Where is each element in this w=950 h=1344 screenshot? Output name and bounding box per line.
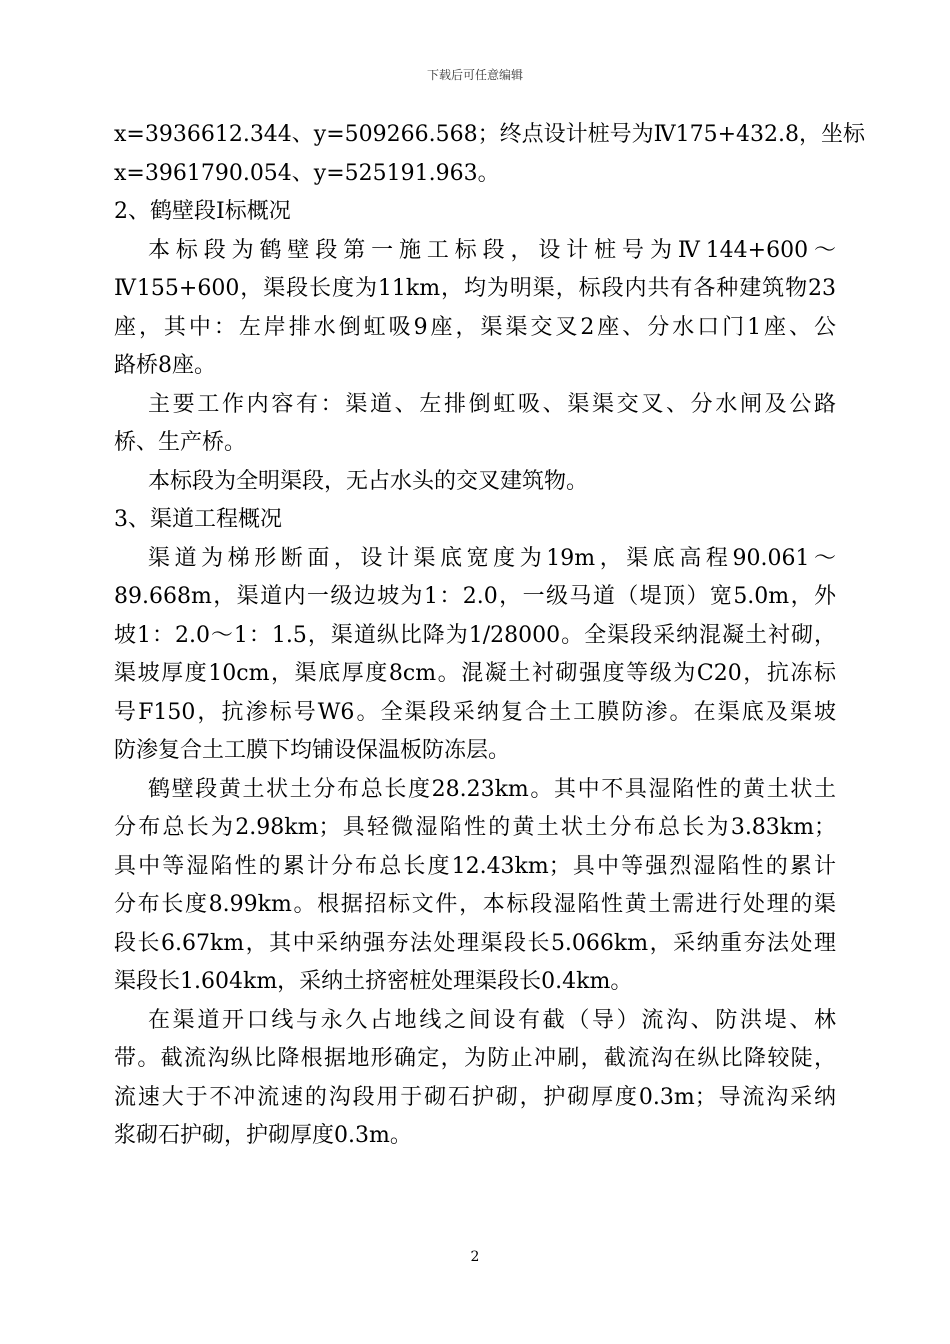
text-line: 座，其中：左岸排水倒虹吸9座，渠渠交叉2座、分水口门1座、公 [114, 314, 836, 340]
text-line: 段长6.67km，其中采纳强夯法处理渠段长5.066km，采纳重夯法处理 [114, 930, 836, 956]
text-line: 浆砌石护砌，护砌厚度0.3m。 [114, 1123, 412, 1148]
text-line: 在渠道开口线与永久占地线之间设有截（导）流沟、防洪堤、林 [148, 1007, 836, 1033]
text-line: 桥、生产桥。 [114, 430, 247, 455]
text-line: 2、鹤壁段Ⅰ标概况 [114, 199, 291, 224]
text-line: 防渗复合土工膜下均铺设保温板防冻层。 [114, 738, 511, 763]
text-line: 坡1：2.0～1：1.5，渠道纵比降为1/28000。全渠段采纳混凝土衬砌， [114, 622, 836, 648]
text-line: 分布总长为2.98km；具轻微湿陷性的黄土状土分布总长为3.83km； [114, 815, 836, 840]
text-line: 流速大于不冲流速的沟段用于砌石护砌，护砌厚度0.3m；导流沟采纳 [114, 1084, 836, 1110]
page-number: 2 [470, 1249, 480, 1265]
text-line: 带。截流沟纵比降根据地形确定，为防止冲刷，截流沟在纵比降较陡， [114, 1046, 836, 1071]
text-line: x=3936612.344、y=509266.568；终点设计桩号为Ⅳ175+432.8，坐标 [114, 122, 866, 147]
text-line: 分布长度8.99km。根据招标文件，本标段湿陷性黄土需进行处理的渠 [114, 892, 836, 917]
text-line: 具中等湿陷性的累计分布总长度12.43km；具中等强烈湿陷性的累计 [114, 853, 836, 879]
text-line: 鹤壁段黄土状土分布总长度28.23km。其中不具湿陷性的黄土状土 [148, 776, 836, 802]
text-line: 89.668m，渠道内一级边坡为1：2.0，一级马道（堤顶）宽5.0m，外 [114, 584, 836, 609]
text-line: x=3961790.054、y=525191.963。 [114, 160, 500, 186]
page-header: 下载后可任意编辑 [426, 68, 523, 82]
text-line: Ⅳ155+600，渠段长度为11km，均为明渠，标段内共有各种建筑物23 [114, 276, 836, 301]
text-line: 号F150，抗渗标号W6。全渠段采纳复合土工膜防渗。在渠底及渠坡 [114, 699, 836, 725]
text-line: 渠段长1.604km，采纳土挤密桩处理渠段长0.4km。 [114, 969, 633, 994]
text-line: 主要工作内容有：渠道、左排倒虹吸、渠渠交叉、分水闸及公路 [148, 391, 836, 417]
text-line: 渠道为梯形断面，设计渠底宽度为19m，渠底高程90.061～ [148, 545, 836, 571]
text-line: 本标段为鹤壁段第一施工标段，设计桩号为Ⅳ144+600～ [148, 237, 836, 263]
document-body [114, 116, 866, 1156]
text-line: 渠坡厚度10cm，渠底厚度8cm。混凝土衬砌强度等级为C20，抗冻标 [114, 661, 836, 686]
text-line: 本标段为全明渠段，无占水头的交叉建筑物。 [148, 468, 589, 494]
text-line: 路桥8座。 [114, 353, 216, 378]
text-line: 3、渠道工程概况 [114, 507, 282, 532]
